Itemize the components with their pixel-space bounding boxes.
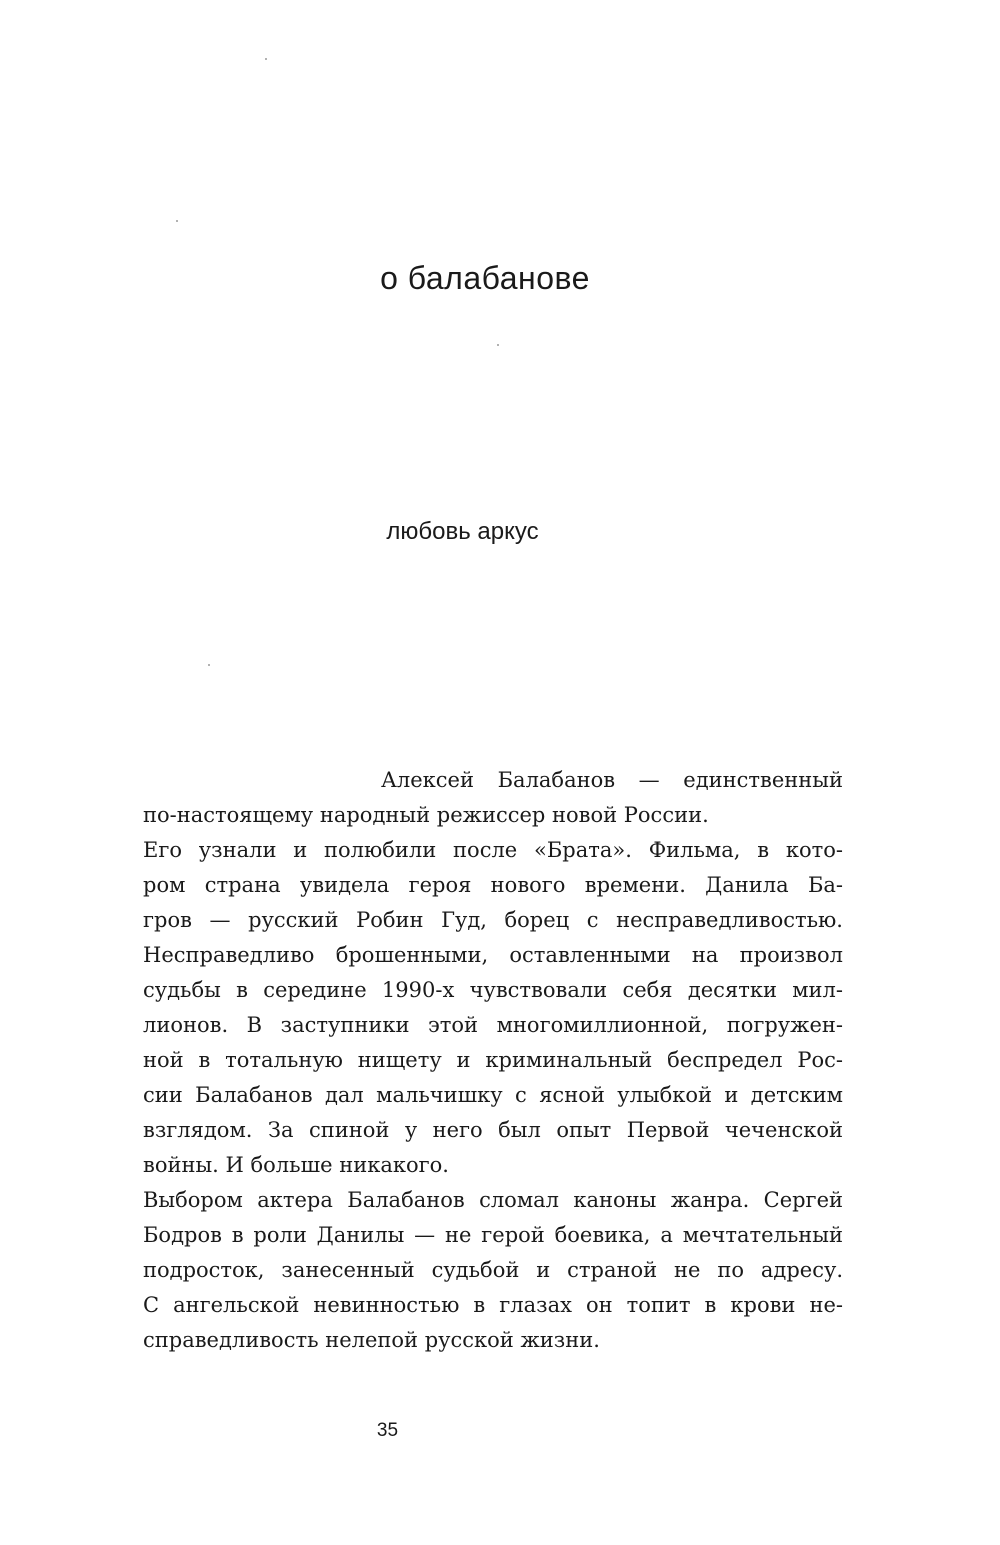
text-line: гров — русский Робин Гуд, борец с несправедливостью. [143, 908, 843, 932]
text-line: Выбором актера Балабанов сломал каноны жанра. Сергей [143, 1188, 843, 1212]
text-line: сии Балабанов дал мальчишку с ясной улыбкой и детским [143, 1083, 843, 1107]
text-line: по-настоящему народный режиссер новой России. [143, 803, 709, 827]
text-line: С ангельской невинностью в глазах он топит в крови не- [143, 1293, 843, 1317]
chapter-title: о балабанове [380, 260, 590, 296]
text-line: ной в тотальную нищету и криминальный беспредел Рос- [143, 1048, 843, 1072]
paper-speck [208, 664, 210, 666]
author-name: любовь аркус [386, 518, 539, 545]
text-line: Алексей Балабанов — единственный [381, 768, 843, 792]
text-line: Бодров в роли Данилы — не герой боевика, а мечтательный [143, 1223, 843, 1247]
text-line: войны. И больше никакого. [143, 1153, 449, 1177]
text-line: справедливость нелепой русской жизни. [143, 1328, 600, 1352]
text-line: Несправедливо брошенными, оставленными на произвол [143, 943, 843, 967]
text-line: Его узнали и полюбили после «Брата». Фильма, в кото- [143, 838, 843, 862]
paper-speck [265, 58, 267, 60]
body-text [143, 763, 843, 1358]
text-line: взглядом. За спиной у него был опыт Первой чеченской [143, 1118, 843, 1142]
page-number: 35 [376, 1420, 399, 1441]
paper-speck [497, 344, 499, 346]
text-line: лионов. В заступники этой многомиллионной, погружен- [143, 1013, 843, 1037]
text-line: ром страна увидела героя нового времени. Данила Ба- [143, 873, 843, 897]
text-line: судьбы в середине 1990-х чувствовали себя десятки мил- [143, 978, 843, 1002]
text-line: подросток, занесенный судьбой и страной не по адресу. [143, 1258, 843, 1282]
paper-speck [176, 220, 178, 222]
